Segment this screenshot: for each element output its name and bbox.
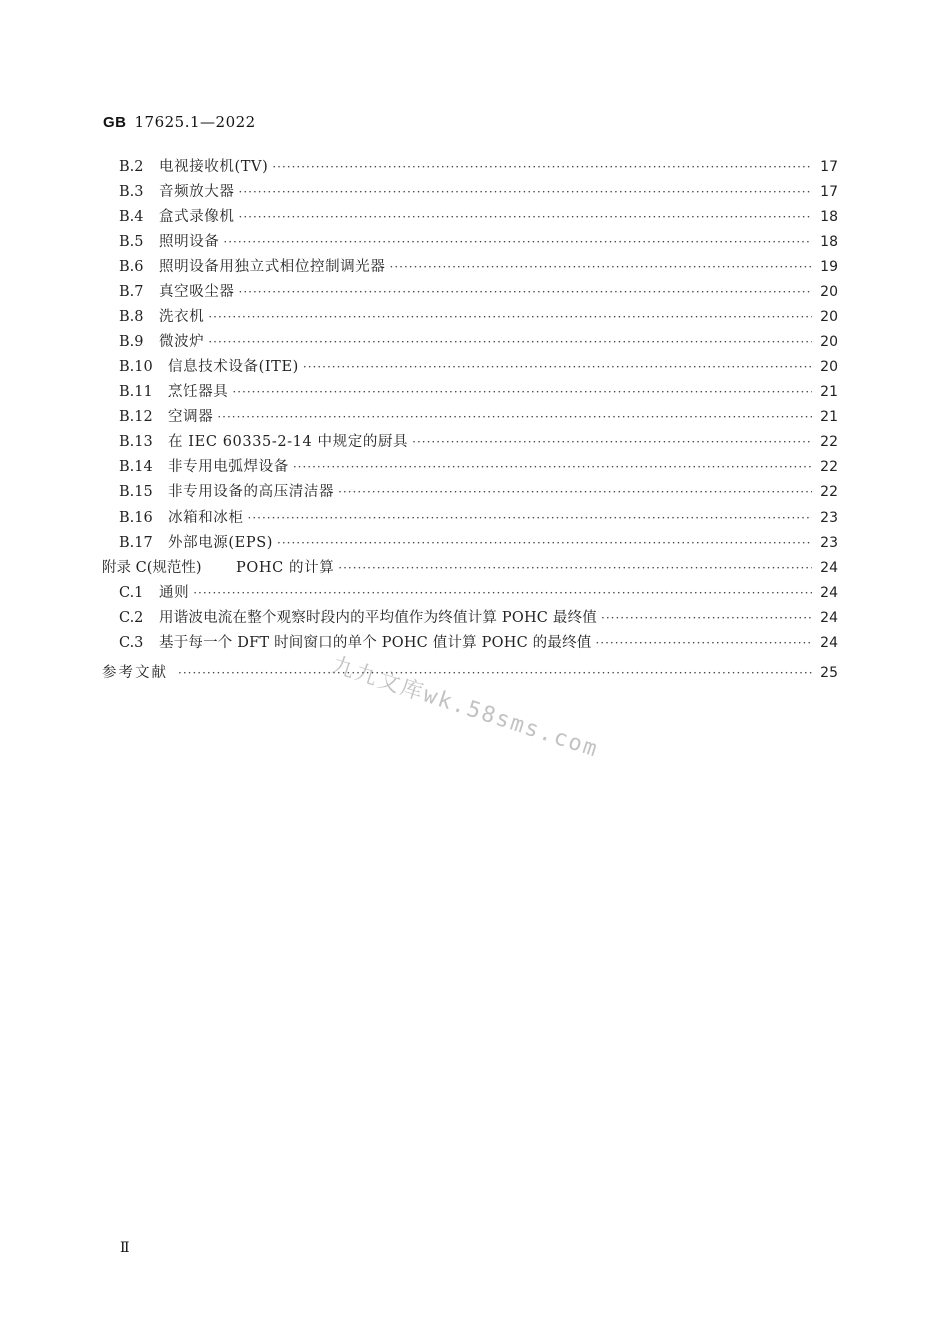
toc-entry-title: 通则 (159, 585, 190, 601)
toc-leader-dots (338, 558, 812, 578)
toc-leader-dots (595, 633, 812, 653)
toc-entry-number: B.11 (119, 384, 153, 400)
toc-entry-page: 20 (820, 284, 838, 300)
toc-leader-dots (601, 608, 812, 628)
toc-entry-page: 24 (820, 635, 838, 651)
toc-leader-dots (338, 482, 812, 502)
toc-leader-dots (277, 533, 812, 553)
toc-entry-number: B.15 (119, 484, 153, 500)
toc-entry-title: 微波炉 (159, 334, 205, 350)
toc-leader-dots (208, 332, 812, 352)
toc-entry-title: 冰箱和冰柜 (168, 510, 244, 526)
toc-entry-c1[interactable] (119, 583, 838, 603)
toc-entry-number: 参考文献 (102, 665, 168, 681)
toc-entry-number: C.2 (119, 610, 144, 626)
toc-entry-number: B.8 (119, 309, 144, 325)
toc-entry-b14[interactable] (119, 457, 838, 477)
toc-entry-title: 用谐波电流在整个观察时段内的平均值作为终值计算 POHC 最终值 (159, 610, 597, 626)
toc-leader-dots (239, 182, 813, 202)
toc-leader-dots (223, 232, 812, 252)
toc-leader-dots (303, 357, 812, 377)
toc-entry-page: 22 (820, 459, 838, 475)
toc-entry-number: C.3 (119, 635, 144, 651)
toc-entry-b13[interactable] (119, 432, 838, 452)
watermark-text: 九九文库wk.58sms.com (328, 652, 602, 763)
toc-entry-page: 23 (820, 535, 838, 551)
toc-entry-page: 25 (820, 665, 838, 681)
toc-entry-references[interactable] (102, 663, 838, 683)
toc-leader-dots (390, 257, 813, 277)
toc-entry-b4[interactable] (119, 207, 838, 227)
toc-entry-appendix-c[interactable] (102, 558, 838, 578)
toc-entry-page: 17 (820, 159, 838, 175)
document-header (103, 113, 256, 131)
toc-entry-page: 22 (820, 434, 838, 450)
toc-entry-number: B.10 (119, 359, 153, 375)
toc-entry-page: 21 (820, 409, 838, 425)
standard-prefix: GB (103, 114, 127, 131)
toc-entry-page: 22 (820, 484, 838, 500)
toc-leader-dots (293, 457, 812, 477)
toc-entry-b16[interactable] (119, 508, 838, 528)
toc-entry-b8[interactable] (119, 307, 838, 327)
toc-entry-b11[interactable] (119, 382, 838, 402)
toc-entry-b2[interactable] (119, 157, 838, 177)
standard-code: 17625.1—2022 (134, 113, 256, 131)
toc-entry-title: 信息技术设备(ITE) (168, 359, 299, 375)
toc-entry-number: B.14 (119, 459, 153, 475)
toc-entry-number: B.7 (119, 284, 144, 300)
toc-entry-page: 23 (820, 510, 838, 526)
toc-leader-dots (232, 382, 812, 402)
toc-entry-b5[interactable] (119, 232, 838, 252)
toc-leader-dots (193, 583, 812, 603)
toc-entry-number: B.16 (119, 510, 153, 526)
toc-leader-dots (272, 157, 812, 177)
toc-entry-number: C.1 (119, 585, 144, 601)
toc-entry-title: 音频放大器 (159, 184, 235, 200)
toc-entry-b10[interactable] (119, 357, 838, 377)
toc-entry-c2[interactable] (119, 608, 838, 628)
toc-entry-page: 20 (820, 334, 838, 350)
toc-entry-title: POHC 的计算 (236, 560, 335, 576)
toc-entry-number: B.12 (119, 409, 153, 425)
toc-entry-page: 20 (820, 309, 838, 325)
toc-leader-dots (208, 307, 812, 327)
toc-entry-title: 真空吸尘器 (159, 284, 235, 300)
toc-entry-b3[interactable] (119, 182, 838, 202)
toc-entry-title: 烹饪器具 (168, 384, 229, 400)
toc-entry-title: 基于每一个 DFT 时间窗口的单个 POHC 值计算 POHC 的最终值 (159, 635, 592, 651)
toc-entry-title: 洗衣机 (159, 309, 205, 325)
toc-entry-number: B.4 (119, 209, 144, 225)
toc-entry-b7[interactable] (119, 282, 838, 302)
toc-leader-dots (248, 508, 813, 528)
toc-entry-c3[interactable] (119, 633, 838, 653)
toc-entry-b17[interactable] (119, 533, 838, 553)
toc-entry-title: 照明设备用独立式相位控制调光器 (159, 259, 386, 275)
toc-entry-title: 电视接收机(TV) (159, 159, 269, 175)
toc-entry-page: 19 (820, 259, 838, 275)
toc-entry-number: B.6 (119, 259, 144, 275)
toc-entry-b12[interactable] (119, 407, 838, 427)
toc-entry-page: 21 (820, 384, 838, 400)
toc-leader-dots (239, 207, 813, 227)
toc-entry-number: 附录 C(规范性) (102, 560, 202, 576)
toc-entry-number: B.3 (119, 184, 144, 200)
toc-entry-title: 盒式录像机 (159, 209, 235, 225)
toc-entry-title: 空调器 (168, 409, 214, 425)
toc-entry-page: 24 (820, 610, 838, 626)
toc-entry-title: 非专用电弧焊设备 (168, 459, 289, 475)
toc-entry-page: 18 (820, 209, 838, 225)
page-number: Ⅱ (120, 1240, 130, 1256)
toc-entry-number: B.13 (119, 434, 153, 450)
toc-entry-number: B.9 (119, 334, 144, 350)
toc-entry-page: 18 (820, 234, 838, 250)
toc-entry-b6[interactable] (119, 257, 838, 277)
toc-leader-dots (412, 432, 812, 452)
toc-entry-number: B.5 (119, 234, 144, 250)
toc-leader-dots (178, 663, 812, 683)
toc-entry-b15[interactable] (119, 482, 838, 502)
toc-entry-page: 20 (820, 359, 838, 375)
toc-entry-title: 外部电源(EPS) (168, 535, 273, 551)
toc-entry-title: 非专用设备的高压清洁器 (168, 484, 335, 500)
toc-entry-number: B.17 (119, 535, 153, 551)
toc-entry-page: 24 (820, 585, 838, 601)
toc-entry-title: 在 IEC 60335-2-14 中规定的厨具 (168, 434, 409, 450)
toc-entry-title: 照明设备 (159, 234, 220, 250)
toc-entry-page: 17 (820, 184, 838, 200)
toc-leader-dots (239, 282, 813, 302)
toc-leader-dots (217, 407, 812, 427)
toc-entry-b9[interactable] (119, 332, 838, 352)
toc-entry-page: 24 (820, 560, 838, 576)
toc-entry-number: B.2 (119, 159, 144, 175)
